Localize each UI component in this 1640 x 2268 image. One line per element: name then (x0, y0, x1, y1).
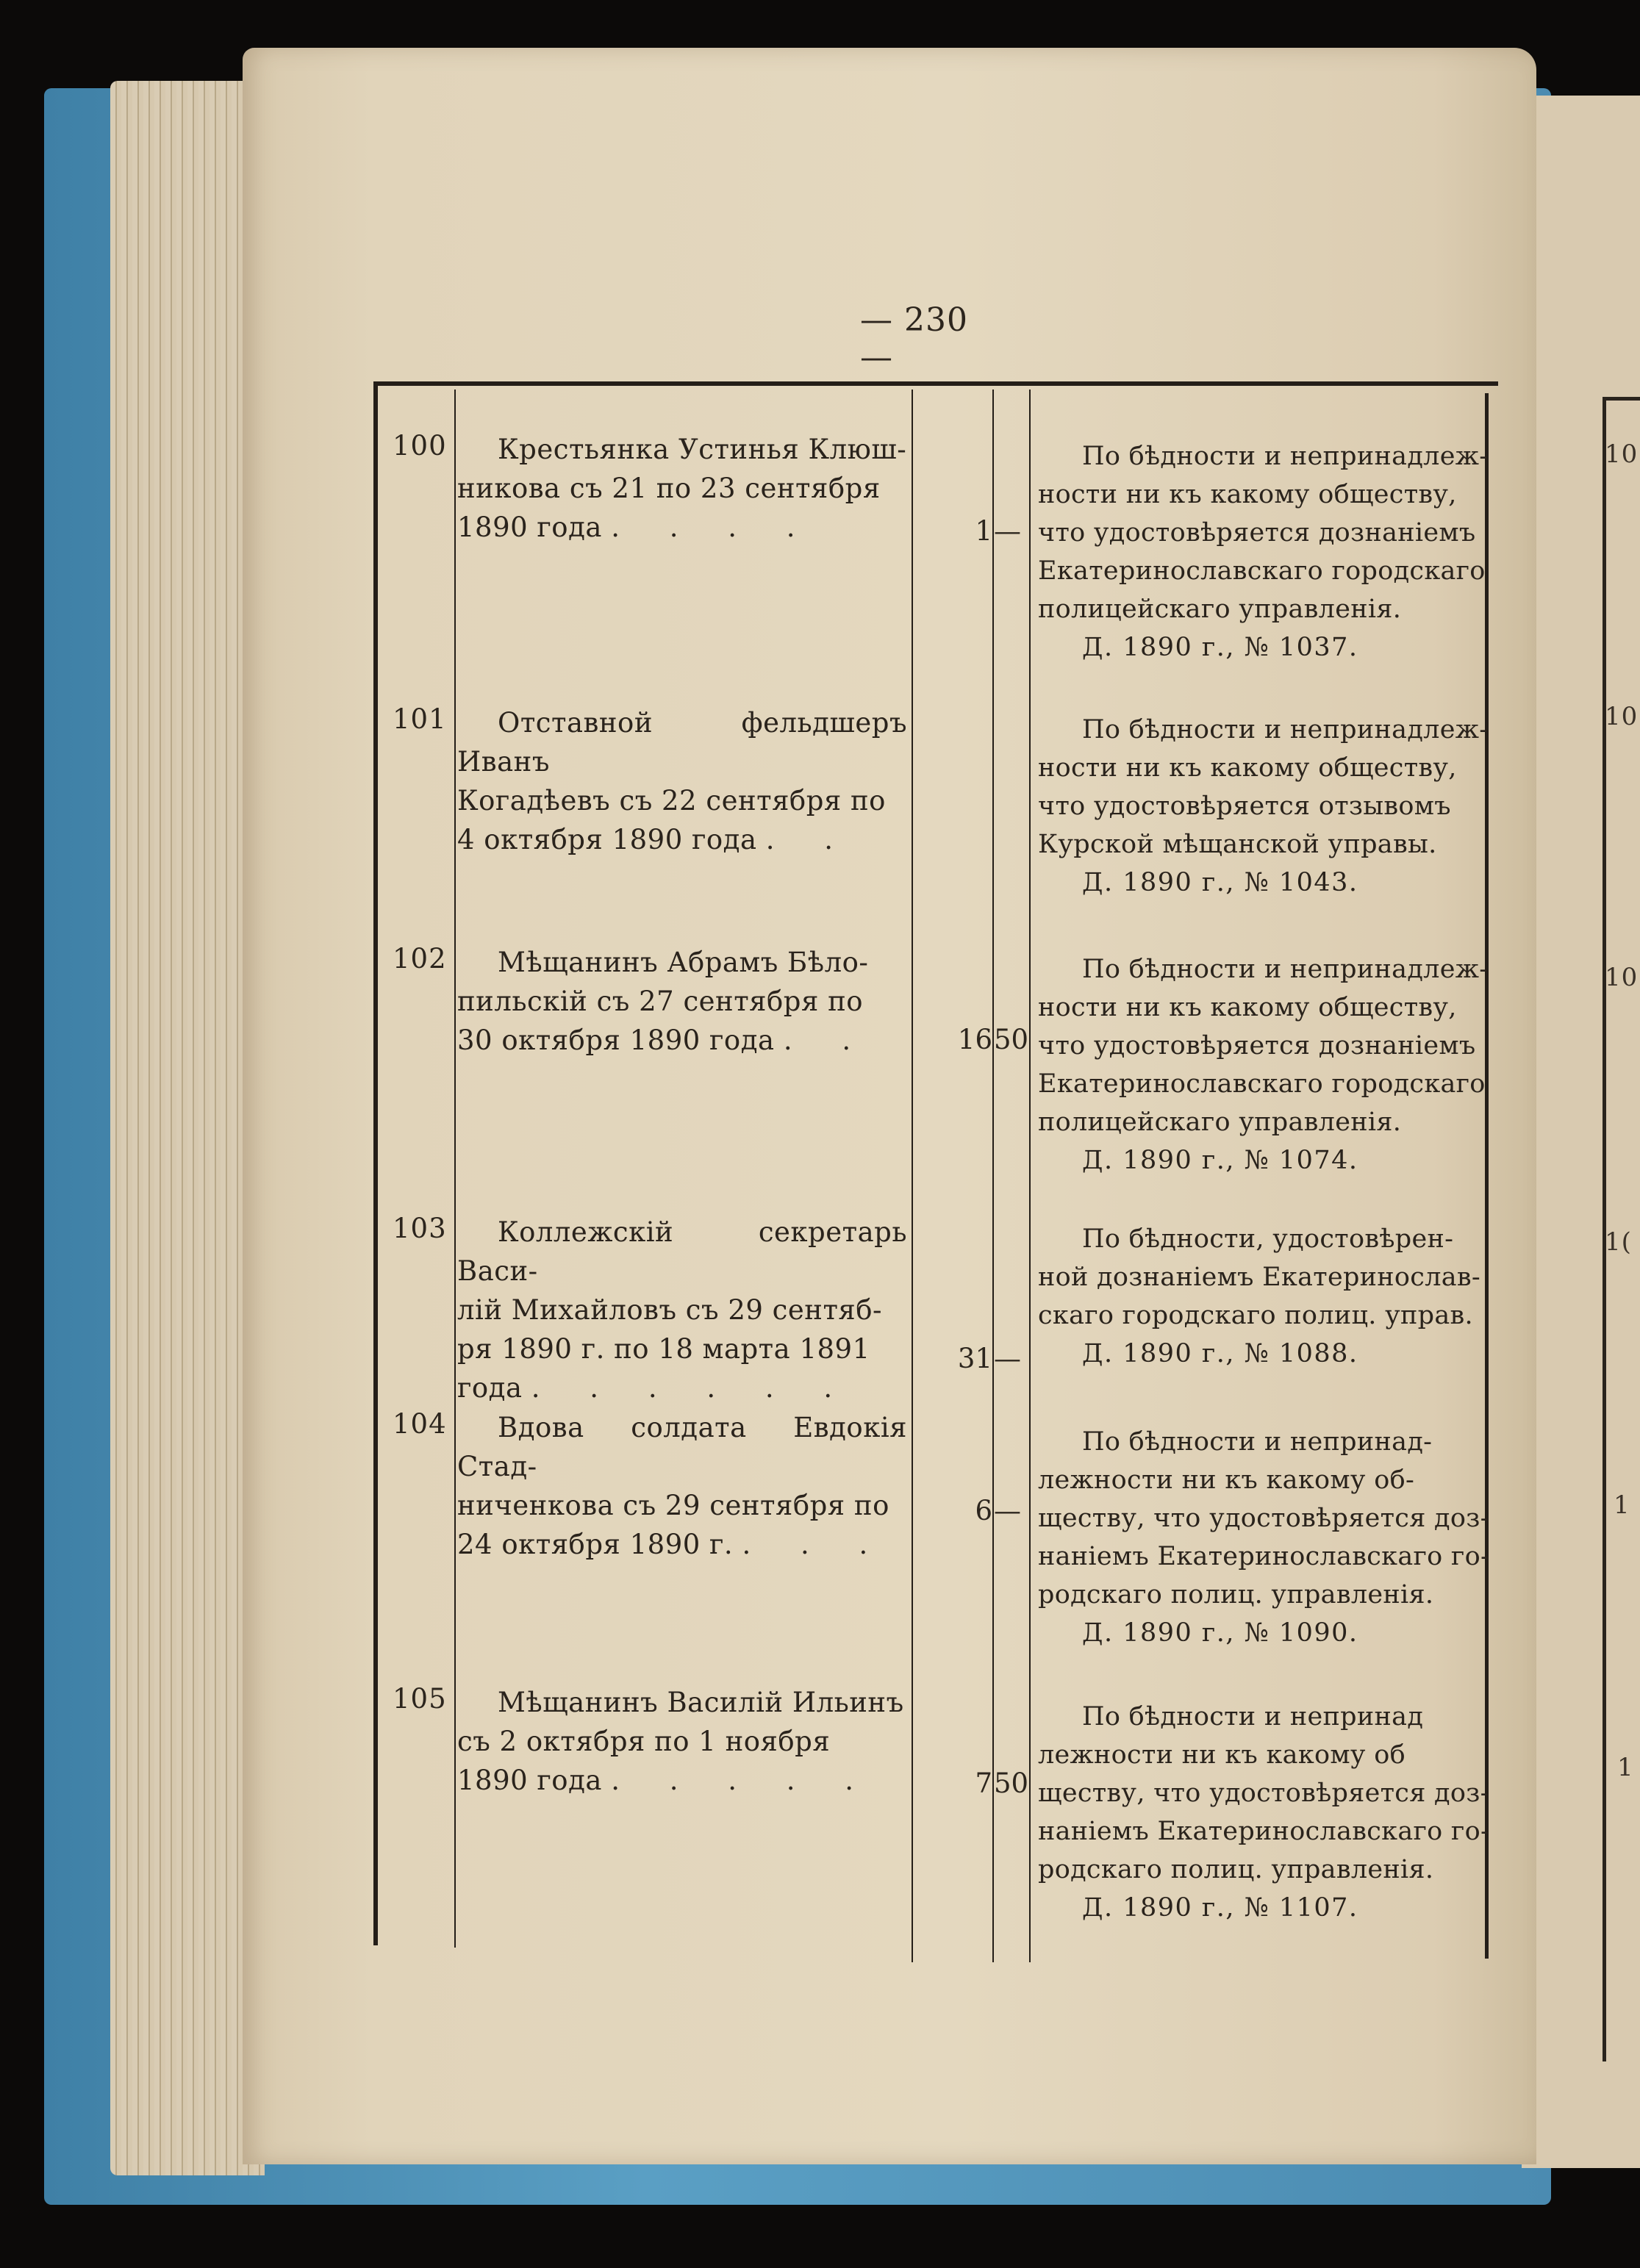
column-rule-number (454, 390, 456, 1948)
facing-page-number: 1( (1605, 1227, 1632, 1257)
amount-kopecks: — (994, 1343, 1021, 1374)
case-reference: Д. 1890 г., № 1074. (1082, 1146, 1358, 1175)
amount-rubles: 7 (975, 1768, 992, 1799)
case-reference: Д. 1890 г., № 1088. (1082, 1339, 1358, 1368)
case-reference: Д. 1890 г., № 1090. (1082, 1618, 1358, 1648)
column-rule-rubles (992, 390, 994, 1962)
case-reference: Д. 1890 г., № 1037. (1082, 633, 1358, 662)
amount-rubles: 1 (975, 515, 992, 547)
amount-kopecks: 50 (994, 1024, 1029, 1055)
entry-note: По бѣдности и непринад- лежности ни къ какому об- ществу, что удостовѣряется доз- наніемъ Екатеринославскаго го- родскаго полиц. управленія. Д. 1890 г., № 1090. (1038, 1423, 1492, 1652)
entry-note: По бѣдности, удостовѣрен- ной дознаніемъ Екатеринослав- скаго городскаго полиц. управ. Д. 1890 г., № 1088. (1038, 1220, 1492, 1373)
case-reference: Д. 1890 г., № 1043. (1082, 868, 1358, 897)
entry-number: 102 (393, 943, 447, 975)
amount-rubles: 6 (975, 1495, 992, 1526)
facing-page-number: 10 (1605, 702, 1639, 731)
entry-note: По бѣдности и непринадлеж- ности ни къ какому обществу, что удостовѣряется дознаніемъ Екатеринославскаго городскаго полицейскаго управленія. Д. 1890 г., № 1037. (1038, 437, 1492, 667)
entry-name: Коллежскій секретарь Васи- лій Михайловъ съ 29 сентяб- ря 1890 г. по 18 марта 1891 года . . . . . . (457, 1216, 907, 1404)
amount-rubles: 31 (957, 1343, 992, 1374)
facing-page-number: 1 (1614, 1490, 1630, 1520)
column-rule-name (912, 390, 913, 1962)
amount-kopecks: — (994, 515, 1021, 547)
entry-name: Мѣщанинъ Василій Ильинъ съ 2 октября по 1 ноября 1890 года . . . . . (457, 1687, 904, 1796)
table-top-rule (373, 381, 1498, 386)
column-rule-kopecks (1029, 390, 1031, 1962)
entry-note: По бѣдности и непринад лежности ни къ какому об ществу, что удостовѣряется доз- наніемъ Екатеринославскаго го- родскаго полиц. управленія. Д. 1890 г., № 1107. (1038, 1698, 1492, 1927)
page-stack-edge (110, 81, 265, 2175)
page-number: — 230 — (860, 301, 968, 376)
entry-number: 104 (393, 1408, 447, 1440)
amount-kopecks: 50 (994, 1768, 1029, 1799)
entry-note: По бѣдности и непринадлеж- ности ни къ какому обществу, что удостовѣряется отзывомъ Курской мѣщанской управы. Д. 1890 г., № 1043. (1038, 711, 1492, 902)
facing-page (1522, 96, 1640, 2168)
entry-number: 103 (393, 1213, 447, 1244)
entry-number: 100 (393, 430, 447, 462)
facing-page-number: 10 (1605, 963, 1639, 992)
entry-name: Мѣщанинъ Абрамъ Бѣло- пильскій съ 27 сентября по 30 октября 1890 года . . (457, 947, 872, 1056)
entry-name: Вдова солдата Евдокія Стад- ниченкова съ 29 сентября по 24 октября 1890 г. . . . (457, 1412, 907, 1560)
facing-page-number: 1 (1617, 1753, 1634, 1782)
facing-page-number: 10 (1605, 439, 1639, 469)
entry-note: По бѣдности и непринадлеж- ности ни къ какому обществу, что удостовѣряется дознаніемъ Екатеринославскаго городскаго полицейскаго управленія. Д. 1890 г., № 1074. (1038, 950, 1492, 1180)
entry-number: 101 (393, 703, 447, 735)
entry-name: Крестьянка Устинья Клюш- никова съ 21 по 23 сентября 1890 года . . . . (457, 434, 907, 543)
case-reference: Д. 1890 г., № 1107. (1082, 1893, 1358, 1923)
amount-kopecks: — (994, 1495, 1021, 1526)
entry-name: Отставной фельдшеръ Иванъ Когадѣевъ съ 22 сентября по 4 октября 1890 года . . (457, 707, 907, 855)
entry-number: 105 (393, 1683, 447, 1715)
table-left-border (373, 381, 378, 1945)
amount-rubles: 16 (957, 1024, 992, 1055)
